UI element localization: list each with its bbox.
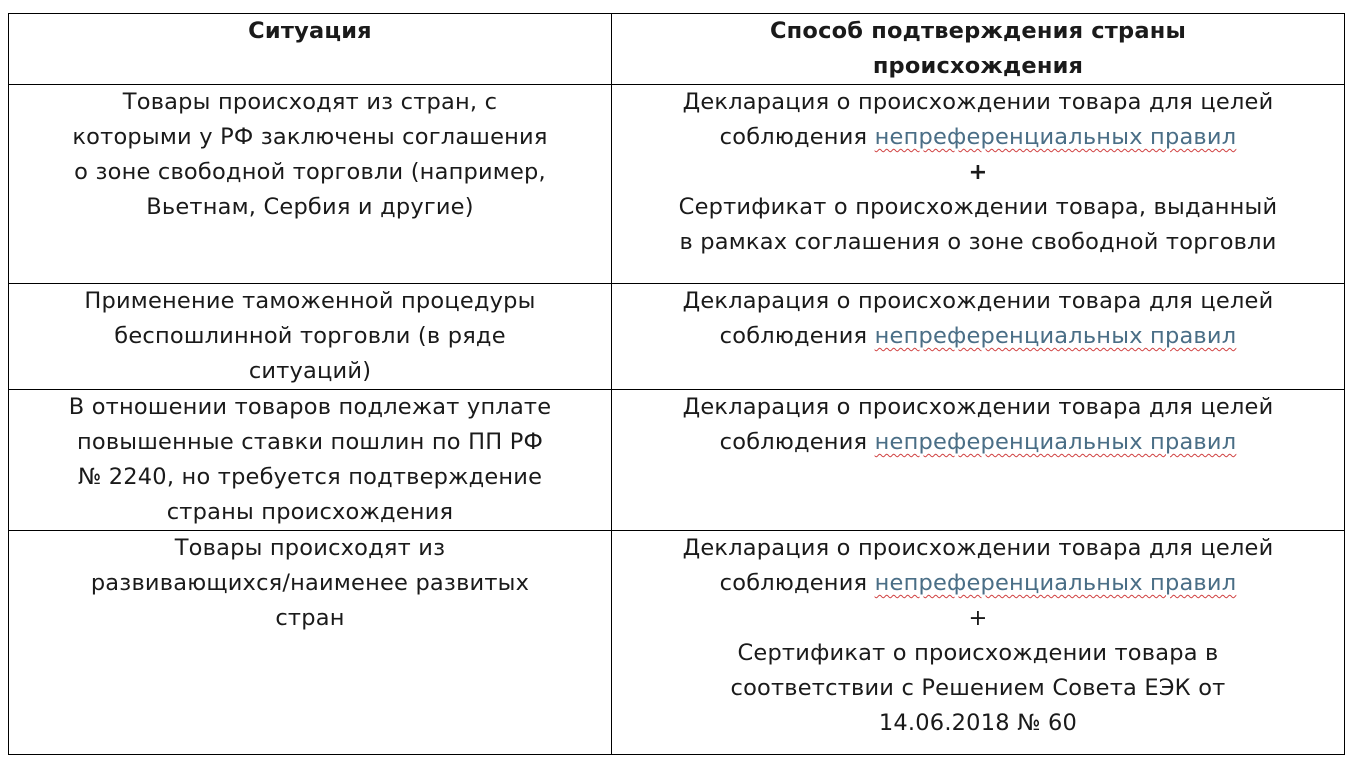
non-preferential-rules-link[interactable]: непреференциальных правил [874, 570, 1237, 596]
situation-cell [9, 531, 612, 755]
method-line: Декларация о происхождении товара для целей [682, 394, 1274, 420]
method-line-with-link [622, 566, 1334, 601]
table-header-row [9, 14, 1345, 85]
situation-line: стран [275, 605, 345, 631]
situation-cell [9, 284, 612, 390]
method-prefix: соблюдения [719, 429, 875, 455]
situation-cell [9, 85, 612, 284]
situation-line: Применение таможенной процедуры [84, 288, 536, 314]
method-line: Декларация о происхождении товара для целей [682, 535, 1274, 561]
method-line-with-link [622, 319, 1334, 354]
situation-cell [9, 390, 612, 531]
situation-line: которыми у РФ заключены соглашения [72, 124, 548, 150]
method-line: в рамках соглашения о зоне свободной торговли [679, 229, 1277, 255]
situation-line: В отношении товаров подлежат уплате [68, 394, 552, 420]
situation-line: повышенные ставки пошлин по ПП РФ [76, 429, 544, 455]
non-preferential-rules-link[interactable]: непреференциальных правил [874, 429, 1237, 455]
situation-line: Товары происходят из стран, с [122, 89, 498, 115]
non-preferential-rules-link[interactable]: непреференциальных правил [874, 323, 1237, 349]
method-line: Декларация о происхождении товара для целей [682, 288, 1274, 314]
table-row [9, 390, 1345, 531]
header-method-line: происхождения [872, 53, 1084, 79]
method-line: Сертификат о происхождении товара в [737, 640, 1219, 666]
header-situation [9, 14, 612, 85]
method-prefix: соблюдения [719, 570, 875, 596]
situation-line: Товары происходят из [174, 535, 446, 561]
method-prefix: соблюдения [719, 323, 875, 349]
method-line-with-link [622, 425, 1334, 460]
plus-sign: + [968, 159, 988, 185]
method-prefix: соблюдения [719, 124, 875, 150]
method-cell [612, 531, 1345, 755]
situation-line: Вьетнам, Сербия и другие) [146, 194, 474, 220]
table-row [9, 284, 1345, 390]
method-line-with-link [622, 120, 1334, 155]
method-cell [612, 85, 1345, 284]
method-line: 14.06.2018 № 60 [878, 710, 1078, 736]
situation-line: № 2240, но требуется подтверждение [77, 464, 543, 490]
table-row [9, 531, 1345, 755]
origin-confirmation-table [8, 13, 1345, 755]
situation-line: ситуаций) [248, 358, 372, 384]
non-preferential-rules-link[interactable]: непреференциальных правил [874, 124, 1237, 150]
situation-line: о зоне свободной торговли (например, [74, 159, 546, 185]
method-cell [612, 390, 1345, 531]
header-method-line: Способ подтверждения страны [769, 18, 1187, 44]
situation-line: беспошлинной торговли (в ряде [114, 323, 506, 349]
situation-line: страны происхождения [166, 499, 454, 525]
situation-line: развивающихся/наименее развитых [90, 570, 530, 596]
plus-sign: + [968, 605, 988, 631]
method-line: соответствии с Решением Совета ЕЭК от [730, 675, 1226, 701]
header-method [612, 14, 1345, 85]
method-line: Сертификат о происхождении товара, выданный [678, 194, 1278, 220]
table-row [9, 85, 1345, 284]
header-situation-line: Ситуация [248, 18, 372, 44]
method-line: Декларация о происхождении товара для целей [682, 89, 1274, 115]
method-cell [612, 284, 1345, 390]
